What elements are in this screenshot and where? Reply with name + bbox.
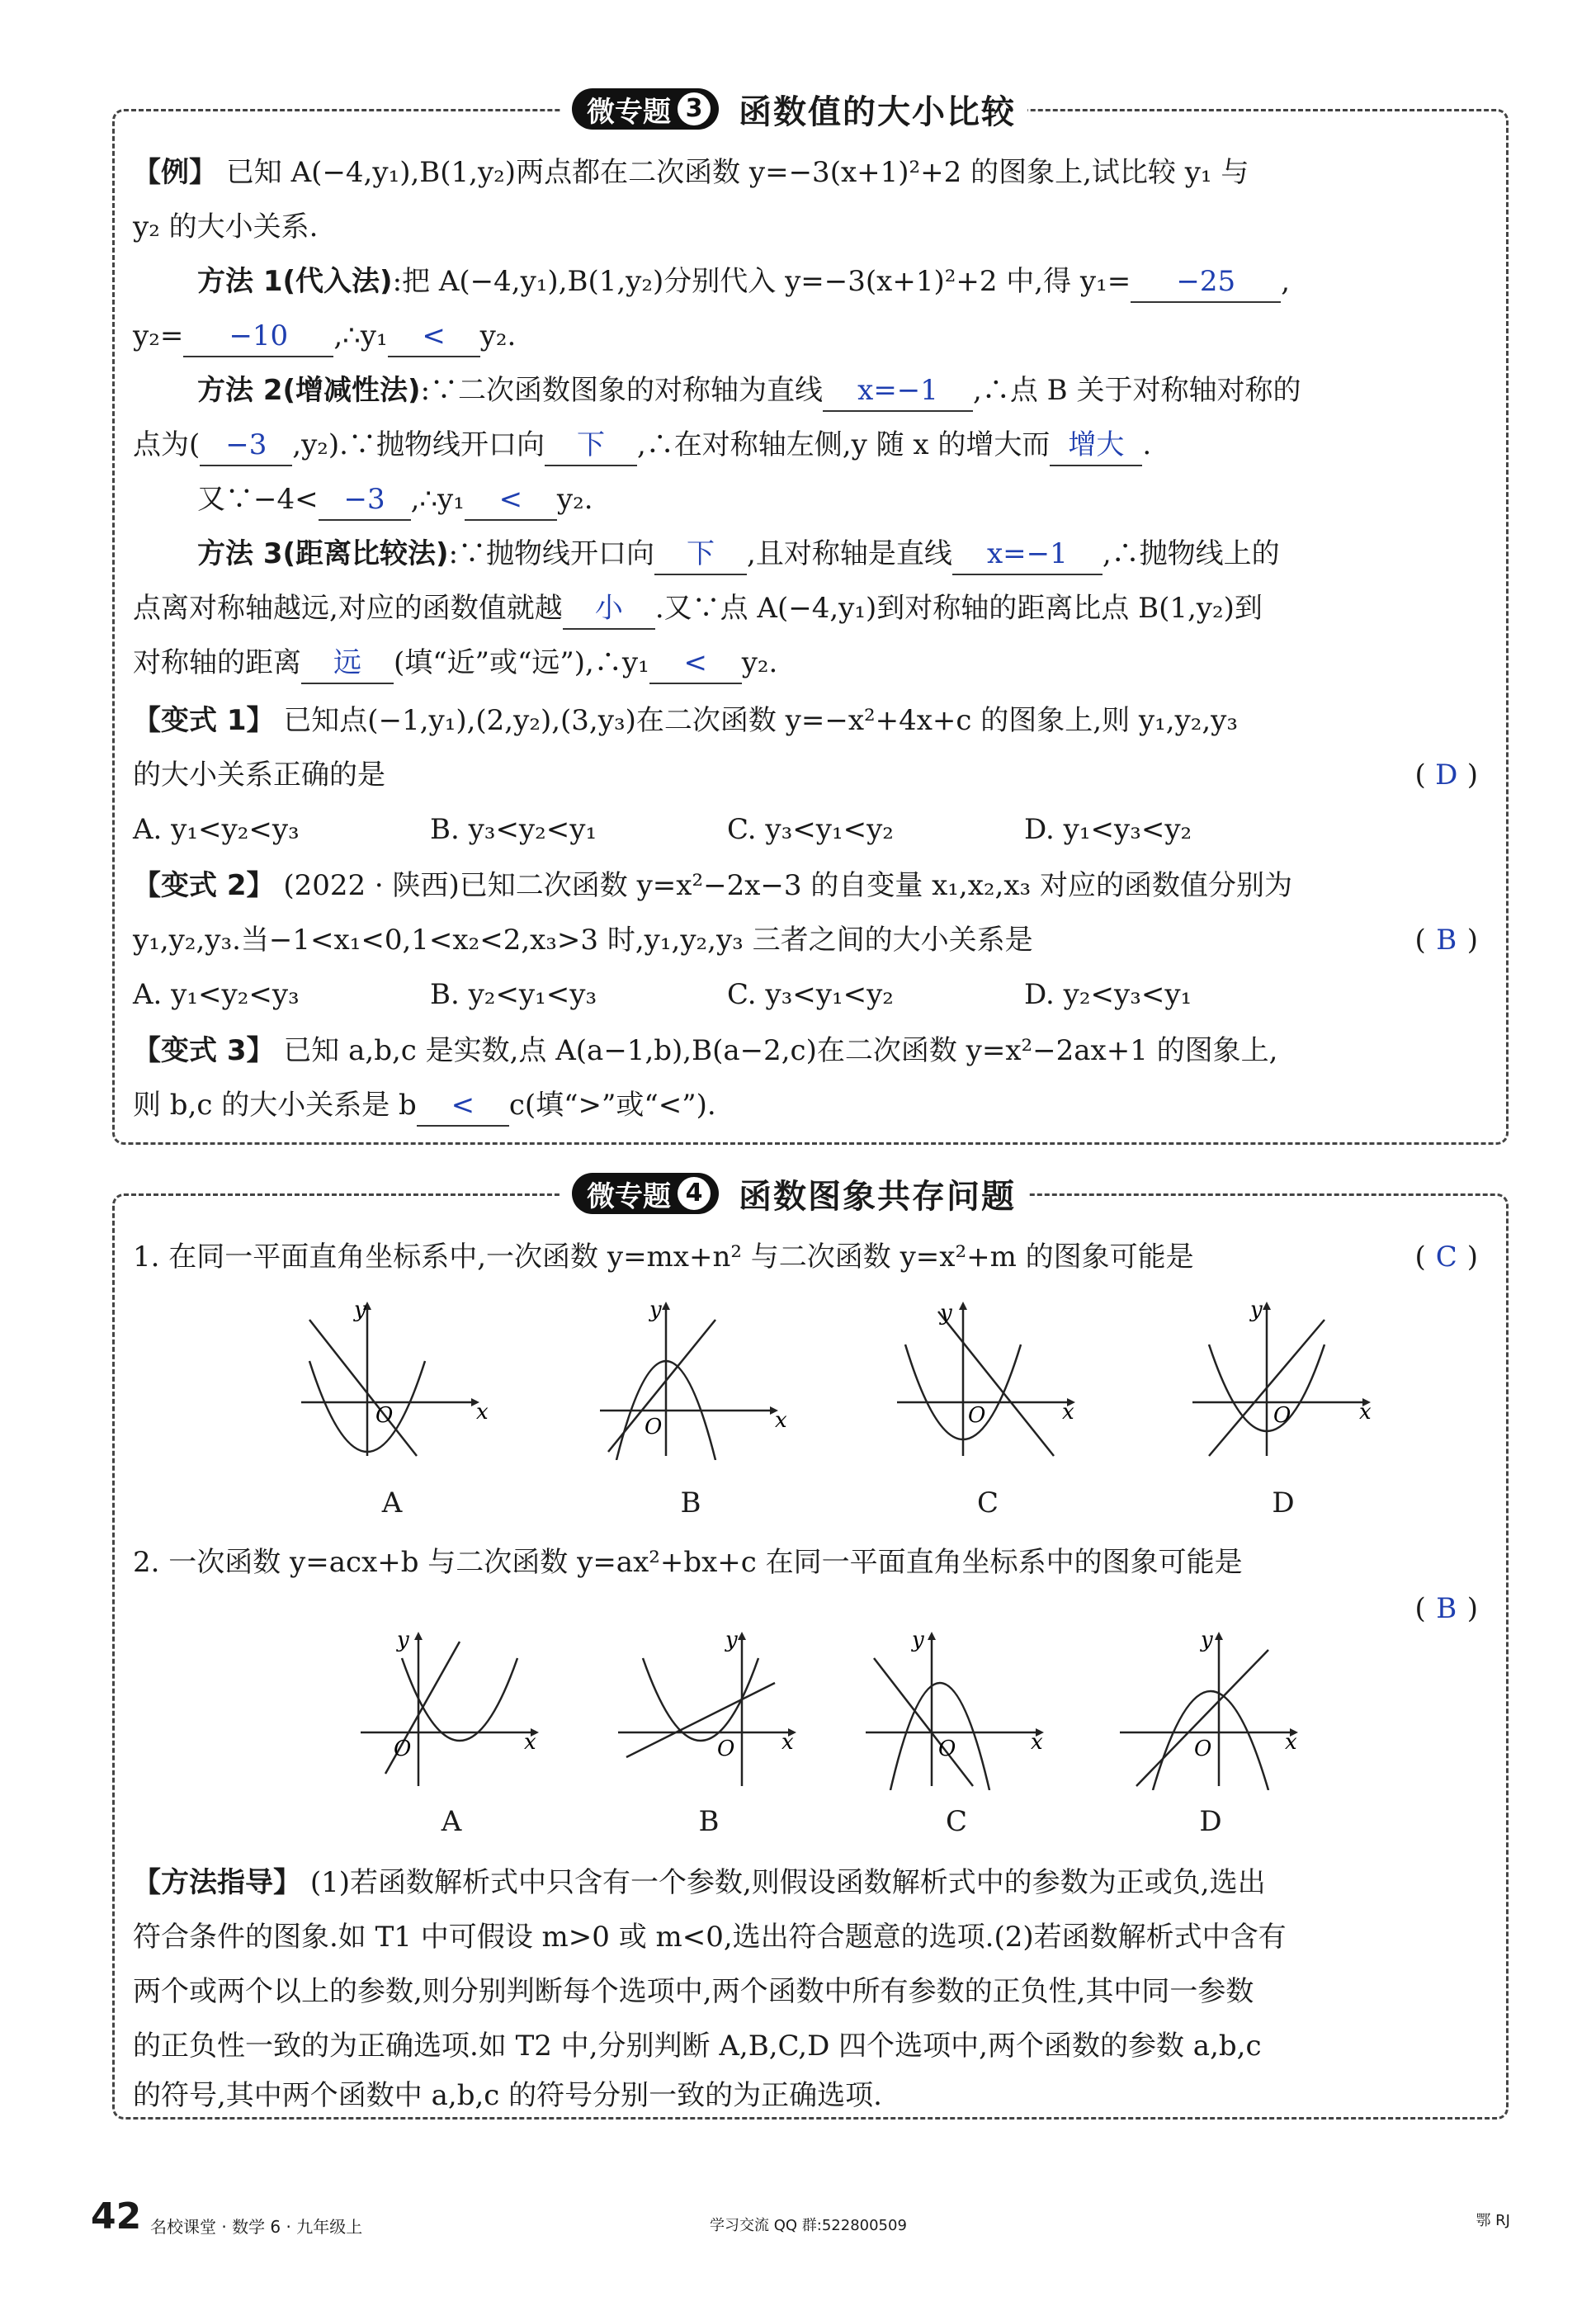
variant-text: 已知 a,b,c 是实数,点 A(a−1,b),B(a−2,c)在二次函数 y=x²−2ax+1 的图象上,: [283, 1034, 1278, 1067]
graph-label: A: [441, 1805, 462, 1838]
section-title: 函数图象共存问题: [739, 1177, 1016, 1216]
x-axis-label: x: [781, 1730, 794, 1755]
method-text: :把 A(−4,y₁),B(1,y₂)分别代入 y=−3(x+1)²+2 中,得 y₁=: [392, 265, 1131, 298]
guide-text: 的符号,其中两个函数中 a,b,c 的符号分别一致的为正确选项.: [133, 2079, 882, 2112]
question-1: [133, 1237, 1486, 1277]
option-b: B. y₂<y₁<y₃: [430, 978, 597, 1011]
example-text: 已知 A(−4,y₁),B(1,y₂)两点都在二次函数 y=−3(x+1)²+2 的图象上,试比较 y₁ 与: [225, 156, 1249, 189]
graph-label: A: [381, 1486, 403, 1519]
guide-line-5: [133, 2076, 1486, 2115]
origin-label: O: [1273, 1403, 1291, 1428]
method-text: ,∴y₁: [410, 483, 465, 516]
qq-group: 学习交流 QQ 群:522800509: [710, 2217, 907, 2234]
method-text: .: [1142, 428, 1152, 461]
method-text: ,∴点 B 关于对称轴对称的: [973, 374, 1301, 407]
variant-1-options: [133, 810, 1486, 849]
section-badge: [572, 1173, 719, 1214]
method-text: y₂.: [556, 483, 593, 516]
guide-text: (1)若函数解析式中只含有一个参数,则假设函数解析式中的参数为正或负,选出: [309, 1866, 1266, 1899]
variant-3-line-1: [133, 1031, 1486, 1070]
guide-text: 的正负性一致的为正确选项.如 T2 中,分别判断 A,B,C,D 四个选项中,两个函数的参数 a,b,c: [133, 2030, 1262, 2063]
q1-graph-a: [293, 1295, 491, 1460]
badge-number: 4: [678, 1177, 711, 1210]
method-2-line-3: [133, 480, 1551, 521]
variant-1-line-1: [133, 701, 1486, 740]
option-c: C. y₃<y₁<y₂: [727, 978, 894, 1011]
method-text: y₂.: [479, 319, 517, 352]
origin-label: O: [645, 1415, 663, 1439]
variant-2-line-2: [133, 920, 1486, 960]
answer-blank: <: [465, 480, 557, 521]
option-d: D. y₁<y₃<y₂: [1024, 813, 1192, 846]
badge-label: 微专题: [587, 95, 671, 129]
method-text: :∵二次函数图象的对称轴为直线: [420, 374, 824, 407]
q2-graph-a: [352, 1625, 550, 1790]
example-line-1: [133, 153, 1486, 192]
variant-3-line-2: [133, 1085, 1486, 1127]
guide-label: 【方法指导】: [133, 1866, 301, 1899]
choice-answer: C: [1435, 1241, 1457, 1274]
example-text: y₂ 的大小关系.: [133, 210, 319, 243]
answer-paren: ( C ): [1414, 1237, 1478, 1277]
variant-text: (2022 · 陕西)已知二次函数 y=x²−2x−3 的自变量 x₁,x₂,x₃ 对应的函数值分别为: [283, 869, 1292, 902]
option-a: A. y₁<y₂<y₃: [133, 813, 300, 846]
answer-blank: −10: [183, 316, 333, 357]
guide-text: 两个或两个以上的参数,则分别判断每个选项中,两个函数中所有参数的正负性,其中同一参数: [133, 1975, 1254, 2008]
answer-blank: <: [388, 316, 480, 357]
q2-graph-b: [610, 1625, 808, 1790]
choice-answer: D: [1435, 759, 1458, 792]
y-axis-label: y: [1201, 1628, 1213, 1652]
answer-blank: <: [417, 1085, 509, 1127]
guide-line-3: [133, 1972, 1486, 2011]
badge-label: 微专题: [587, 1179, 671, 1213]
question-2: [133, 1543, 1486, 1582]
variant-label: 【变式 2】: [133, 869, 275, 902]
method-text: 点为(: [133, 428, 201, 461]
method-text: 又∵−4<: [197, 483, 319, 516]
method-text: y₂=: [133, 319, 184, 352]
section-4-header: [560, 1171, 1027, 1216]
choice-answer: B: [1436, 1592, 1457, 1625]
question-text: 2. 一次函数 y=acx+b 与二次函数 y=ax²+bx+c 在同一平面直角坐标系中的图象可能是: [133, 1546, 1243, 1579]
question-text: 1. 在同一平面直角坐标系中,一次函数 y=mx+n² 与二次函数 y=x²+m 的图象可能是: [133, 1241, 1194, 1274]
method-3-line-1: [133, 534, 1551, 575]
method-text: ,且对称轴是直线: [747, 537, 952, 570]
choice-answer: B: [1436, 924, 1457, 957]
y-axis-label: y: [397, 1628, 409, 1652]
method-1-line-2: [133, 316, 1486, 357]
answer-blank: 小: [563, 588, 655, 630]
x-axis-label: x: [476, 1400, 489, 1425]
method-label: 方法 2(增减性法): [197, 374, 421, 407]
x-axis-label: x: [1359, 1400, 1372, 1425]
variant-text: 则 b,c 的大小关系是 b: [133, 1089, 417, 1122]
graph-label: D: [1272, 1486, 1295, 1519]
section-4-box: [112, 1177, 1509, 2120]
page-number: 42: [91, 2195, 142, 2238]
y-axis-label: y: [649, 1297, 662, 1322]
method-text: ,y₂).∵抛物线开口向: [292, 428, 545, 461]
section-3-box: [112, 92, 1509, 1145]
origin-label: O: [375, 1403, 394, 1428]
section-badge: [572, 88, 719, 130]
variant-label: 【变式 3】: [133, 1034, 275, 1067]
example-label: 【例】: [133, 156, 217, 189]
method-text: ,∴抛物线上的: [1102, 537, 1280, 570]
variant-text: 的大小关系正确的是: [133, 759, 385, 792]
method-3-line-3: [133, 643, 1486, 684]
section-3-header: [560, 87, 1027, 131]
answer-blank: x=−1: [823, 371, 973, 412]
origin-label: O: [968, 1403, 986, 1428]
method-text: y₂.: [741, 646, 778, 679]
graph-label: B: [698, 1805, 720, 1838]
variant-text: c(填“>”或“<”).: [508, 1089, 716, 1122]
answer-blank: −3: [319, 480, 411, 521]
y-axis-label: y: [940, 1301, 952, 1326]
variant-text: y₁,y₂,y₃.当−1<x₁<0,1<x₂<2,x₃>3 时,y₁,y₂,y₃ 三者之间的大小关系是: [133, 924, 1033, 957]
variant-label: 【变式 1】: [133, 704, 275, 737]
answer-paren: ( B ): [1414, 920, 1478, 960]
method-text: .又∵点 A(−4,y₁)到对称轴的距离比点 B(1,y₂)到: [654, 592, 1263, 625]
method-2-line-1: [133, 371, 1551, 412]
graph-label: B: [680, 1486, 701, 1519]
method-text: (填“近”或“远”),∴y₁: [394, 646, 649, 679]
x-axis-label: x: [775, 1408, 787, 1433]
variant-2-options: [133, 975, 1486, 1014]
method-label: 方法 1(代入法): [197, 265, 393, 298]
answer-paren: ( B ): [1414, 1589, 1478, 1628]
answer-blank: −3: [200, 425, 292, 466]
method-3-line-2: [133, 588, 1486, 630]
variant-1-line-2: [133, 755, 1486, 795]
option-c: C. y₃<y₁<y₂: [727, 813, 894, 846]
method-1-line-1: 方法 1(代入法):把 A(−4,y₁),B(1,y₂)分别代入 y=−3(x+1)²+2 中,得 y₁= −25 ,: [133, 262, 1551, 303]
q2-graph-d: [1112, 1625, 1310, 1790]
method-text: ,∴y₁: [333, 319, 388, 352]
method-label: 方法 3(距离比较法): [197, 537, 449, 570]
guide-text: 符合条件的图象.如 T1 中可假设 m>0 或 m<0,选出符合题意的选项.(2)若函数解析式中含有: [133, 1921, 1287, 1954]
example-line-2: [133, 207, 1486, 247]
origin-label: O: [394, 1737, 412, 1761]
graph-label: C: [976, 1486, 999, 1519]
x-axis-label: x: [524, 1730, 536, 1755]
method-2-line-2: [133, 425, 1486, 466]
answer-blank: −25: [1131, 262, 1281, 303]
answer-blank: 下: [654, 534, 747, 575]
origin-label: O: [1194, 1737, 1212, 1761]
x-axis-label: x: [1062, 1400, 1074, 1425]
q1-graph-c: [889, 1295, 1087, 1460]
graph-label: C: [945, 1805, 967, 1838]
variant-text: 已知点(−1,y₁),(2,y₂),(3,y₃)在二次函数 y=−x²+4x+c 的图象上,则 y₁,y₂,y₃: [283, 704, 1239, 737]
origin-label: O: [938, 1737, 956, 1761]
method-text: 点离对称轴越远,对应的函数值就越: [133, 592, 563, 625]
guide-line-2: [133, 1917, 1486, 1957]
option-a: A. y₁<y₂<y₃: [133, 978, 300, 1011]
answer-blank: 增大: [1050, 425, 1142, 466]
origin-label: O: [717, 1737, 735, 1761]
method-text: 对称轴的距离: [133, 646, 301, 679]
graph-label: D: [1199, 1805, 1222, 1838]
y-axis-label: y: [354, 1297, 366, 1322]
option-b: B. y₃<y₂<y₁: [430, 813, 597, 846]
method-text: :∵抛物线开口向: [448, 537, 655, 570]
edition-label: 鄂 RJ: [1476, 2212, 1510, 2229]
book-title: 名校课堂 · 数学 6 · 九年级上: [150, 2217, 363, 2237]
y-axis-label: y: [1250, 1297, 1263, 1322]
guide-line-1: [133, 1863, 1486, 1902]
variant-2-line-1: [133, 866, 1486, 905]
q1-graph-b: [592, 1295, 790, 1460]
option-d: D. y₂<y₃<y₁: [1024, 978, 1192, 1011]
answer-blank: <: [649, 643, 742, 684]
y-axis-label: y: [725, 1628, 738, 1652]
badge-number: 3: [678, 92, 711, 125]
guide-line-4: [133, 2026, 1486, 2066]
x-axis-label: x: [1031, 1730, 1043, 1755]
y-axis-label: y: [912, 1628, 924, 1652]
q2-graph-c: [857, 1625, 1055, 1790]
answer-paren: ( D ): [1414, 755, 1478, 795]
answer-blank: x=−1: [952, 534, 1103, 575]
answer-blank: 下: [545, 425, 637, 466]
x-axis-label: x: [1285, 1730, 1297, 1755]
answer-blank: 远: [301, 643, 394, 684]
section-title: 函数值的大小比较: [739, 92, 1016, 131]
q1-graph-d: [1184, 1295, 1382, 1460]
method-text: ,∴在对称轴左侧,y 随 x 的增大而: [636, 428, 1051, 461]
